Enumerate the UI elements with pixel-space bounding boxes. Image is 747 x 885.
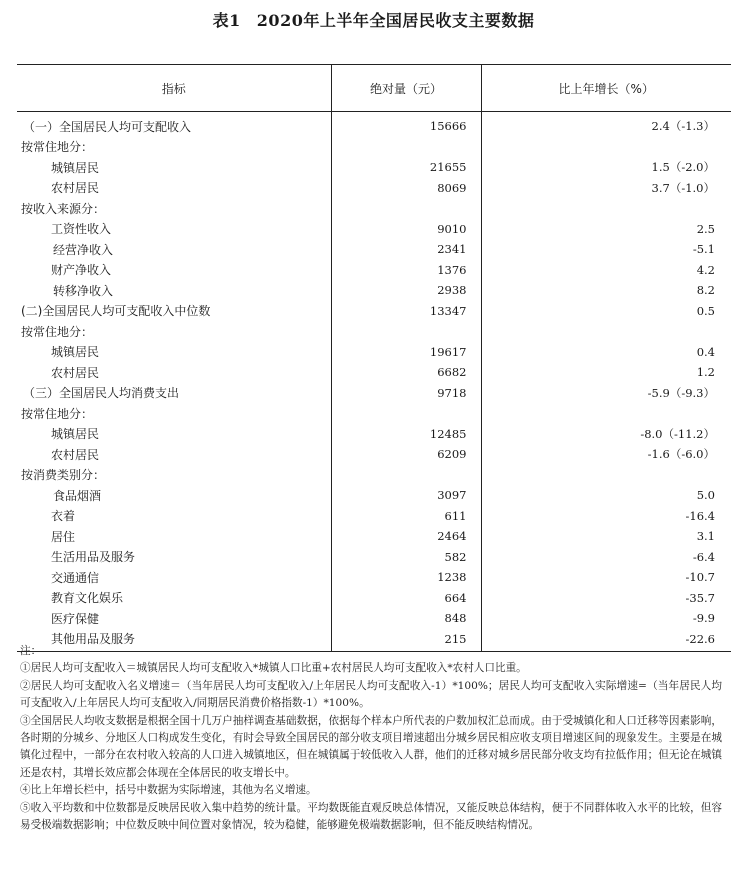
notes-heading: 注： [20, 645, 42, 657]
row-label: 食品烟酒 [17, 485, 331, 506]
row-value: 1238 [331, 567, 481, 588]
row-value: 3097 [331, 485, 481, 506]
table-row [17, 219, 731, 240]
row-value: 21655 [331, 157, 481, 178]
table-row [17, 112, 731, 137]
table-row [17, 280, 731, 301]
row-label: 城镇居民 [17, 157, 331, 178]
table-number: 表1 [212, 11, 241, 30]
header-absolute: 绝对量（元） [331, 65, 481, 112]
table-row [17, 465, 731, 486]
row-label: 医疗保健 [17, 608, 331, 629]
row-label: 其他用品及服务 [17, 629, 331, 652]
row-change: 0.5 [696, 303, 715, 318]
row-value: 848 [331, 608, 481, 629]
table-body [17, 112, 731, 652]
row-label: 农村居民 [17, 444, 331, 465]
table-row [17, 383, 731, 404]
row-change: -16.4 [685, 508, 715, 523]
notes [20, 643, 722, 834]
table-row [17, 506, 731, 527]
row-change: 4.2 [696, 262, 715, 277]
table-row [17, 157, 731, 178]
row-label: (二)全国居民人均可支配收入中位数 [17, 301, 331, 322]
table-title [0, 8, 747, 31]
row-value: 19617 [331, 342, 481, 363]
row-value: 8069 [331, 178, 481, 199]
row-change: 8.2 [696, 283, 715, 298]
table-row [17, 403, 731, 424]
row-change: 1.2 [696, 365, 715, 380]
row-change [481, 137, 731, 158]
row-label: 衣着 [17, 506, 331, 527]
data-table [17, 64, 731, 652]
row-change [481, 465, 731, 486]
row-value: 582 [331, 547, 481, 568]
row-change: -10.7 [685, 570, 715, 585]
table-title-text: 2020年上半年全国居民收支主要数据 [256, 11, 535, 30]
note-item: ⑤收入平均数和中位数都是反映居民收入集中趋势的统计量。平均数既能直观反映总体情况，又能反映总体结构，便于不同群体收入水平的比较，但容易受极端数据影响；中位数反映中间位置对象情况，较为稳健，能够避免极端数据影响，但不能反映结构情况。 [20, 801, 722, 832]
row-value: 611 [331, 506, 481, 527]
note-item: ④比上年增长栏中，括号中数据为实际增速，其他为名义增速。 [20, 784, 317, 797]
row-change: 5.0 [696, 488, 715, 503]
row-change: -22.6 [481, 629, 731, 652]
table-row [17, 526, 731, 547]
row-value: 12485 [331, 424, 481, 445]
row-change: -1.6（-6.0） [647, 447, 715, 462]
row-label: 居住 [17, 526, 331, 547]
row-label: 按常住地分： [17, 137, 331, 158]
row-label: 城镇居民 [17, 424, 331, 445]
table-row [17, 321, 731, 342]
row-value: 2938 [331, 280, 481, 301]
table-row [17, 198, 731, 219]
row-label: 转移净收入 [17, 280, 331, 301]
row-label: 财产净收入 [17, 260, 331, 281]
row-change: -5.9（-9.3） [647, 385, 715, 400]
row-change: -9.9 [692, 611, 715, 626]
row-label: 教育文化娱乐 [17, 588, 331, 609]
table-row [17, 547, 731, 568]
row-value [331, 198, 481, 219]
row-value: 215 [331, 629, 481, 652]
table-row [17, 362, 731, 383]
table-row [17, 485, 731, 506]
header-growth: 比上年增长（%） [481, 65, 731, 112]
row-label: 经营净收入 [17, 239, 331, 260]
table-row [17, 608, 731, 629]
row-change [481, 198, 731, 219]
table-row [17, 178, 731, 199]
row-change: -6.4 [692, 549, 715, 564]
row-value: 6682 [331, 362, 481, 383]
row-value [331, 137, 481, 158]
table-row [17, 260, 731, 281]
row-value [331, 403, 481, 424]
row-value: 2464 [331, 526, 481, 547]
row-value: 2341 [331, 239, 481, 260]
row-value [331, 321, 481, 342]
row-label: 交通通信 [17, 567, 331, 588]
row-change: -5.1 [692, 242, 715, 257]
table-row [17, 137, 731, 158]
header-indicator: 指标 [17, 65, 331, 112]
row-value: 9718 [331, 383, 481, 404]
row-change [481, 321, 731, 342]
table-row [17, 301, 731, 322]
row-label: 农村居民 [17, 178, 331, 199]
row-label: 农村居民 [17, 362, 331, 383]
row-change: -35.7 [685, 590, 715, 605]
note-item: ③全国居民人均收支数据是根据全国十几万户抽样调查基础数据，依据每个样本户所代表的户数加权汇总而成。由于受城镇化和人口迁移等因素影响，各时期的分城乡、分地区人口构成发生变化，有时会导致全国居民的部分收支项目增速超出分城乡居民相应收支项目增速区间的现象发生。主要是在城镇化过程中，一部分在农村收入较高的人口进入城镇地区，但在城镇属于较低收入人群，他们的迁移对城乡居民部分收支均有拉低作用；但无论在城镇还是农村，其增长效应都会体现在全体居民的收支增长中。 [20, 714, 722, 779]
row-label: 工资性收入 [17, 219, 331, 240]
row-label: 按常住地分： [17, 403, 331, 424]
table-header-row [17, 65, 731, 112]
row-change: 2.4（-1.3） [651, 119, 715, 134]
table-row [17, 567, 731, 588]
row-change: 2.5 [696, 221, 715, 236]
row-change: -8.0（-11.2） [640, 426, 715, 441]
row-value [331, 465, 481, 486]
row-change: 3.7（-1.0） [651, 180, 715, 195]
row-change: 1.5（-2.0） [651, 160, 715, 175]
note-item: ②居民人均可支配收入名义增速＝（当年居民人均可支配收入/上年居民人均可支配收入-1）*100%；居民人均可支配收入实际增速=（当年居民人均可支配收入/上年居民人均可支配收入/同期居民消费价格指数-1）*100%。 [20, 679, 722, 710]
row-label: 按收入来源分： [17, 198, 331, 219]
row-value: 15666 [331, 112, 481, 137]
row-label: （三）全国居民人均消费支出 [17, 383, 331, 404]
row-label: 城镇居民 [17, 342, 331, 363]
table-row [17, 444, 731, 465]
row-value: 13347 [331, 301, 481, 322]
row-change: 0.4 [696, 344, 715, 359]
row-value: 6209 [331, 444, 481, 465]
row-value: 9010 [331, 219, 481, 240]
table-row [17, 239, 731, 260]
row-label: 按常住地分： [17, 321, 331, 342]
row-label: 生活用品及服务 [17, 547, 331, 568]
row-label: （一）全国居民人均可支配收入 [17, 112, 331, 137]
notes-list [20, 660, 722, 834]
note-item: ①居民人均可支配收入＝城镇居民人均可支配收入*城镇人口比重+农村居民人均可支配收入*农村人口比重。 [20, 662, 527, 675]
row-label: 按消费类别分： [17, 465, 331, 486]
table-row [17, 342, 731, 363]
row-value: 1376 [331, 260, 481, 281]
table-row [17, 588, 731, 609]
row-value: 664 [331, 588, 481, 609]
row-change: 3.1 [696, 529, 715, 544]
table-row [17, 424, 731, 445]
row-change [481, 403, 731, 424]
